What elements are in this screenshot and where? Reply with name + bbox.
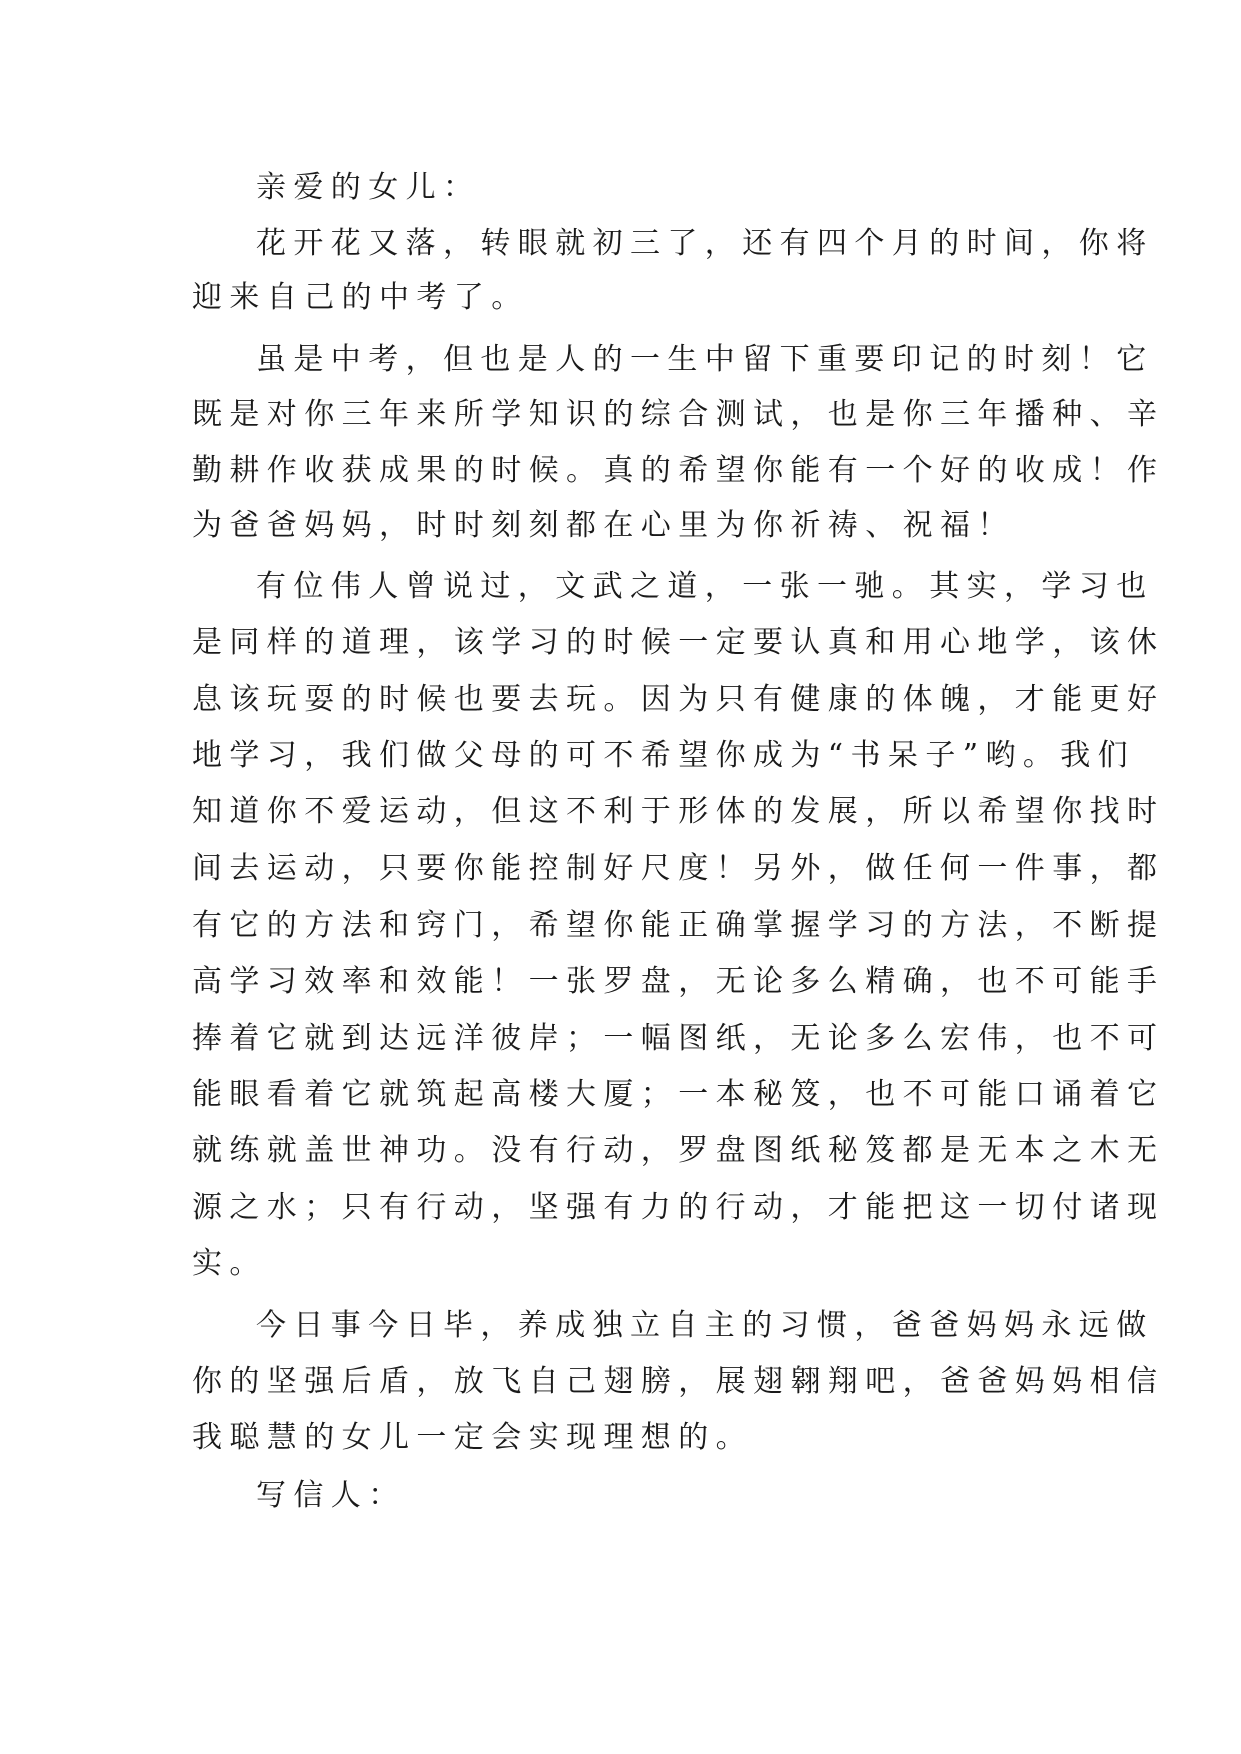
paragraph-line: 就练就盖世神功。没有行动，罗盘图纸秘笈都是无本之木无 (192, 1133, 1165, 1168)
paragraph-line: 迎来自己的中考了。 (192, 280, 529, 315)
signature: 写信人： (256, 1478, 406, 1513)
paragraph-line: 能眼看着它就筑起高楼大厦；一本秘笈，也不可能口诵着它 (192, 1077, 1165, 1112)
paragraph-line: 我聪慧的女儿一定会实现理想的。 (192, 1420, 753, 1455)
paragraph-line: 实。 (192, 1246, 267, 1281)
paragraph-line: 源之水；只有行动，坚强有力的行动，才能把这一切付诸现 (192, 1190, 1165, 1225)
paragraph-line: 既是对你三年来所学知识的综合测试，也是你三年播种、辛 (192, 397, 1165, 432)
paragraph-line: 为爸爸妈妈，时时刻刻都在心里为你祈祷、祝福！ (192, 508, 1015, 543)
paragraph-line: 间去运动，只要你能控制好尺度！另外，做任何一件事，都 (192, 851, 1165, 886)
paragraph-line: 知道你不爱运动，但这不利于形体的发展，所以希望你找时 (192, 794, 1165, 829)
paragraph-line: 今日事今日毕，养成独立自主的习惯，爸爸妈妈永远做 (256, 1308, 1154, 1343)
paragraph-line: 有位伟人曾说过，文武之道，一张一驰。其实，学习也 (256, 569, 1154, 604)
paragraph-line: 勤耕作收获成果的时候。真的希望你能有一个好的收成！作 (192, 453, 1165, 488)
paragraph-line: 你的坚强后盾，放飞自己翅膀，展翅翱翔吧，爸爸妈妈相信 (192, 1364, 1165, 1399)
paragraph-line: 捧着它就到达远洋彼岸；一幅图纸，无论多么宏伟，也不可 (192, 1021, 1165, 1056)
salutation: 亲爱的女儿： (256, 170, 481, 205)
paragraph-line: 花开花又落，转眼就初三了，还有四个月的时间，你将 (256, 226, 1154, 261)
paragraph-line: 有它的方法和窍门，希望你能正确掌握学习的方法，不断提 (192, 908, 1165, 943)
paragraph-line: 高学习效率和效能！一张罗盘，无论多么精确，也不可能手 (192, 964, 1165, 999)
paragraph-line: 地学习，我们做父母的可不希望你成为“书呆子”哟。我们 (192, 738, 1136, 773)
paragraph-line: 是同样的道理，该学习的时候一定要认真和用心地学，该休 (192, 625, 1165, 660)
paragraph-line: 息该玩耍的时候也要去玩。因为只有健康的体魄，才能更好 (192, 682, 1165, 717)
paragraph-line: 虽是中考，但也是人的一生中留下重要印记的时刻！它 (256, 342, 1154, 377)
